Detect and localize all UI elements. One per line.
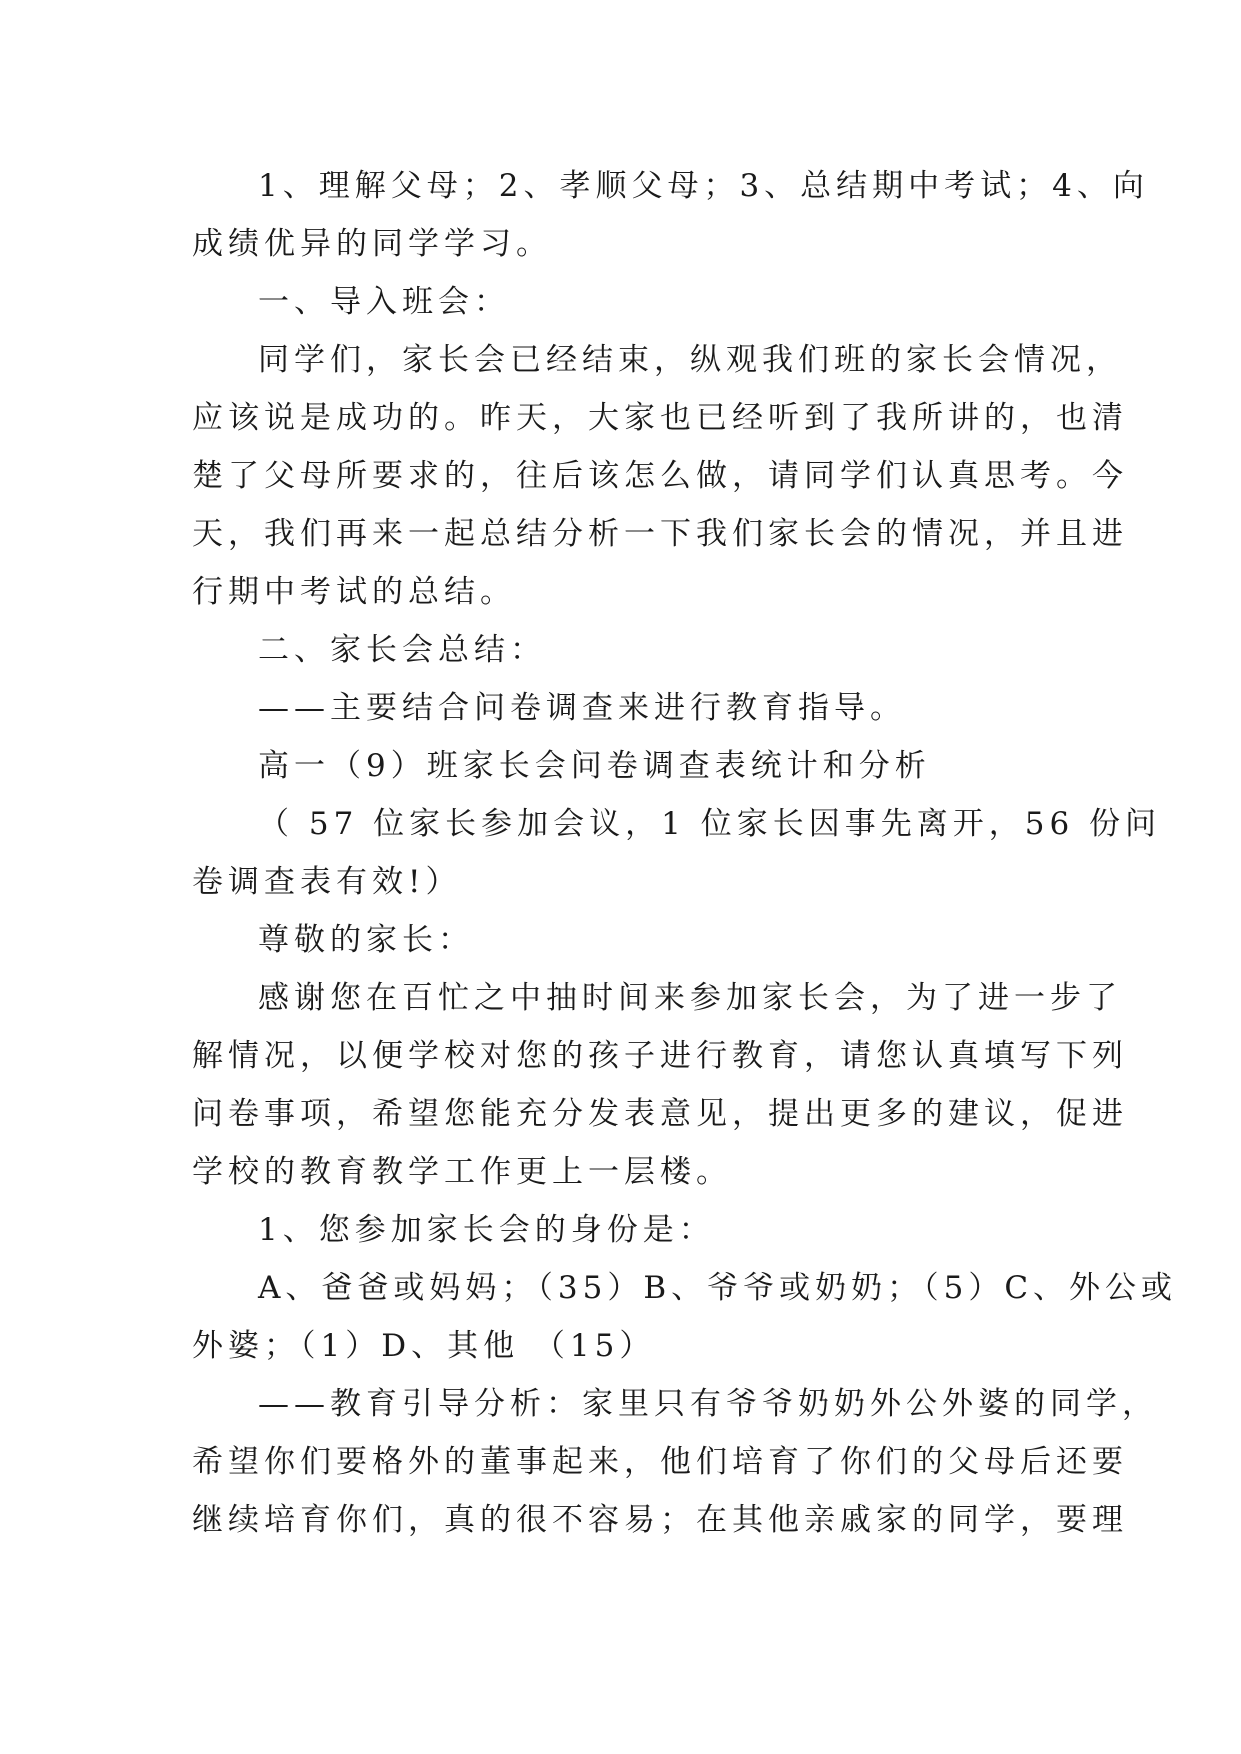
text-line: 成绩优异的同学学习。 [192,226,552,262]
section-heading: 二、家长会总结： [258,632,546,668]
answer-options: 外婆；（1）D、其他 （15） [192,1328,656,1364]
section-heading: 一、导入班会： [258,284,510,320]
text-line: 解情况，以便学校对您的孩子进行教育，请您认真填写下列 [192,1038,1128,1074]
text-line: 行期中考试的总结。 [192,574,516,610]
text-line: 学校的教育教学工作更上一层楼。 [192,1154,732,1190]
text-line: ——教育引导分析：家里只有爷爷奶奶外公外婆的同学， [258,1386,1158,1422]
text-line: 应该说是成功的。昨天，大家也已经听到了我所讲的，也清 [192,400,1128,436]
text-line: 天，我们再来一起总结分析一下我们家长会的情况，并且进 [192,516,1128,552]
document-body [192,157,1178,1549]
text-line: 希望你们要格外的董事起来，他们培育了你们的父母后还要 [192,1444,1128,1480]
text-line: ——主要结合问卷调查来进行教育指导。 [258,690,906,726]
text-line: 问卷事项，希望您能充分发表意见，提出更多的建议，促进 [192,1096,1128,1132]
text-line: （ 57 位家长参加会议，1 位家长因事先离开，56 份问 [258,806,1162,842]
question-line: 1、您参加家长会的身份是： [258,1212,715,1248]
salutation: 尊敬的家长： [258,922,474,958]
text-line: 同学们，家长会已经结束，纵观我们班的家长会情况， [258,342,1122,378]
text-line: 卷调查表有效!） [192,864,462,900]
text-line: 感谢您在百忙之中抽时间来参加家长会，为了进一步了 [258,980,1122,1016]
text-line: 继续培育你们，真的很不容易；在其他亲戚家的同学，要理 [192,1502,1128,1538]
text-line: 1、理解父母；2、孝顺父母；3、总结期中考试；4、向 [258,168,1149,204]
text-line: 楚了父母所要求的，往后该怎么做，请同学们认真思考。今 [192,458,1128,494]
survey-title: 高一（9）班家长会问卷调查表统计和分析 [258,748,931,784]
answer-options: A、爸爸或妈妈；（35）B、爷爷或奶奶；（5）C、外公或 [258,1270,1178,1306]
